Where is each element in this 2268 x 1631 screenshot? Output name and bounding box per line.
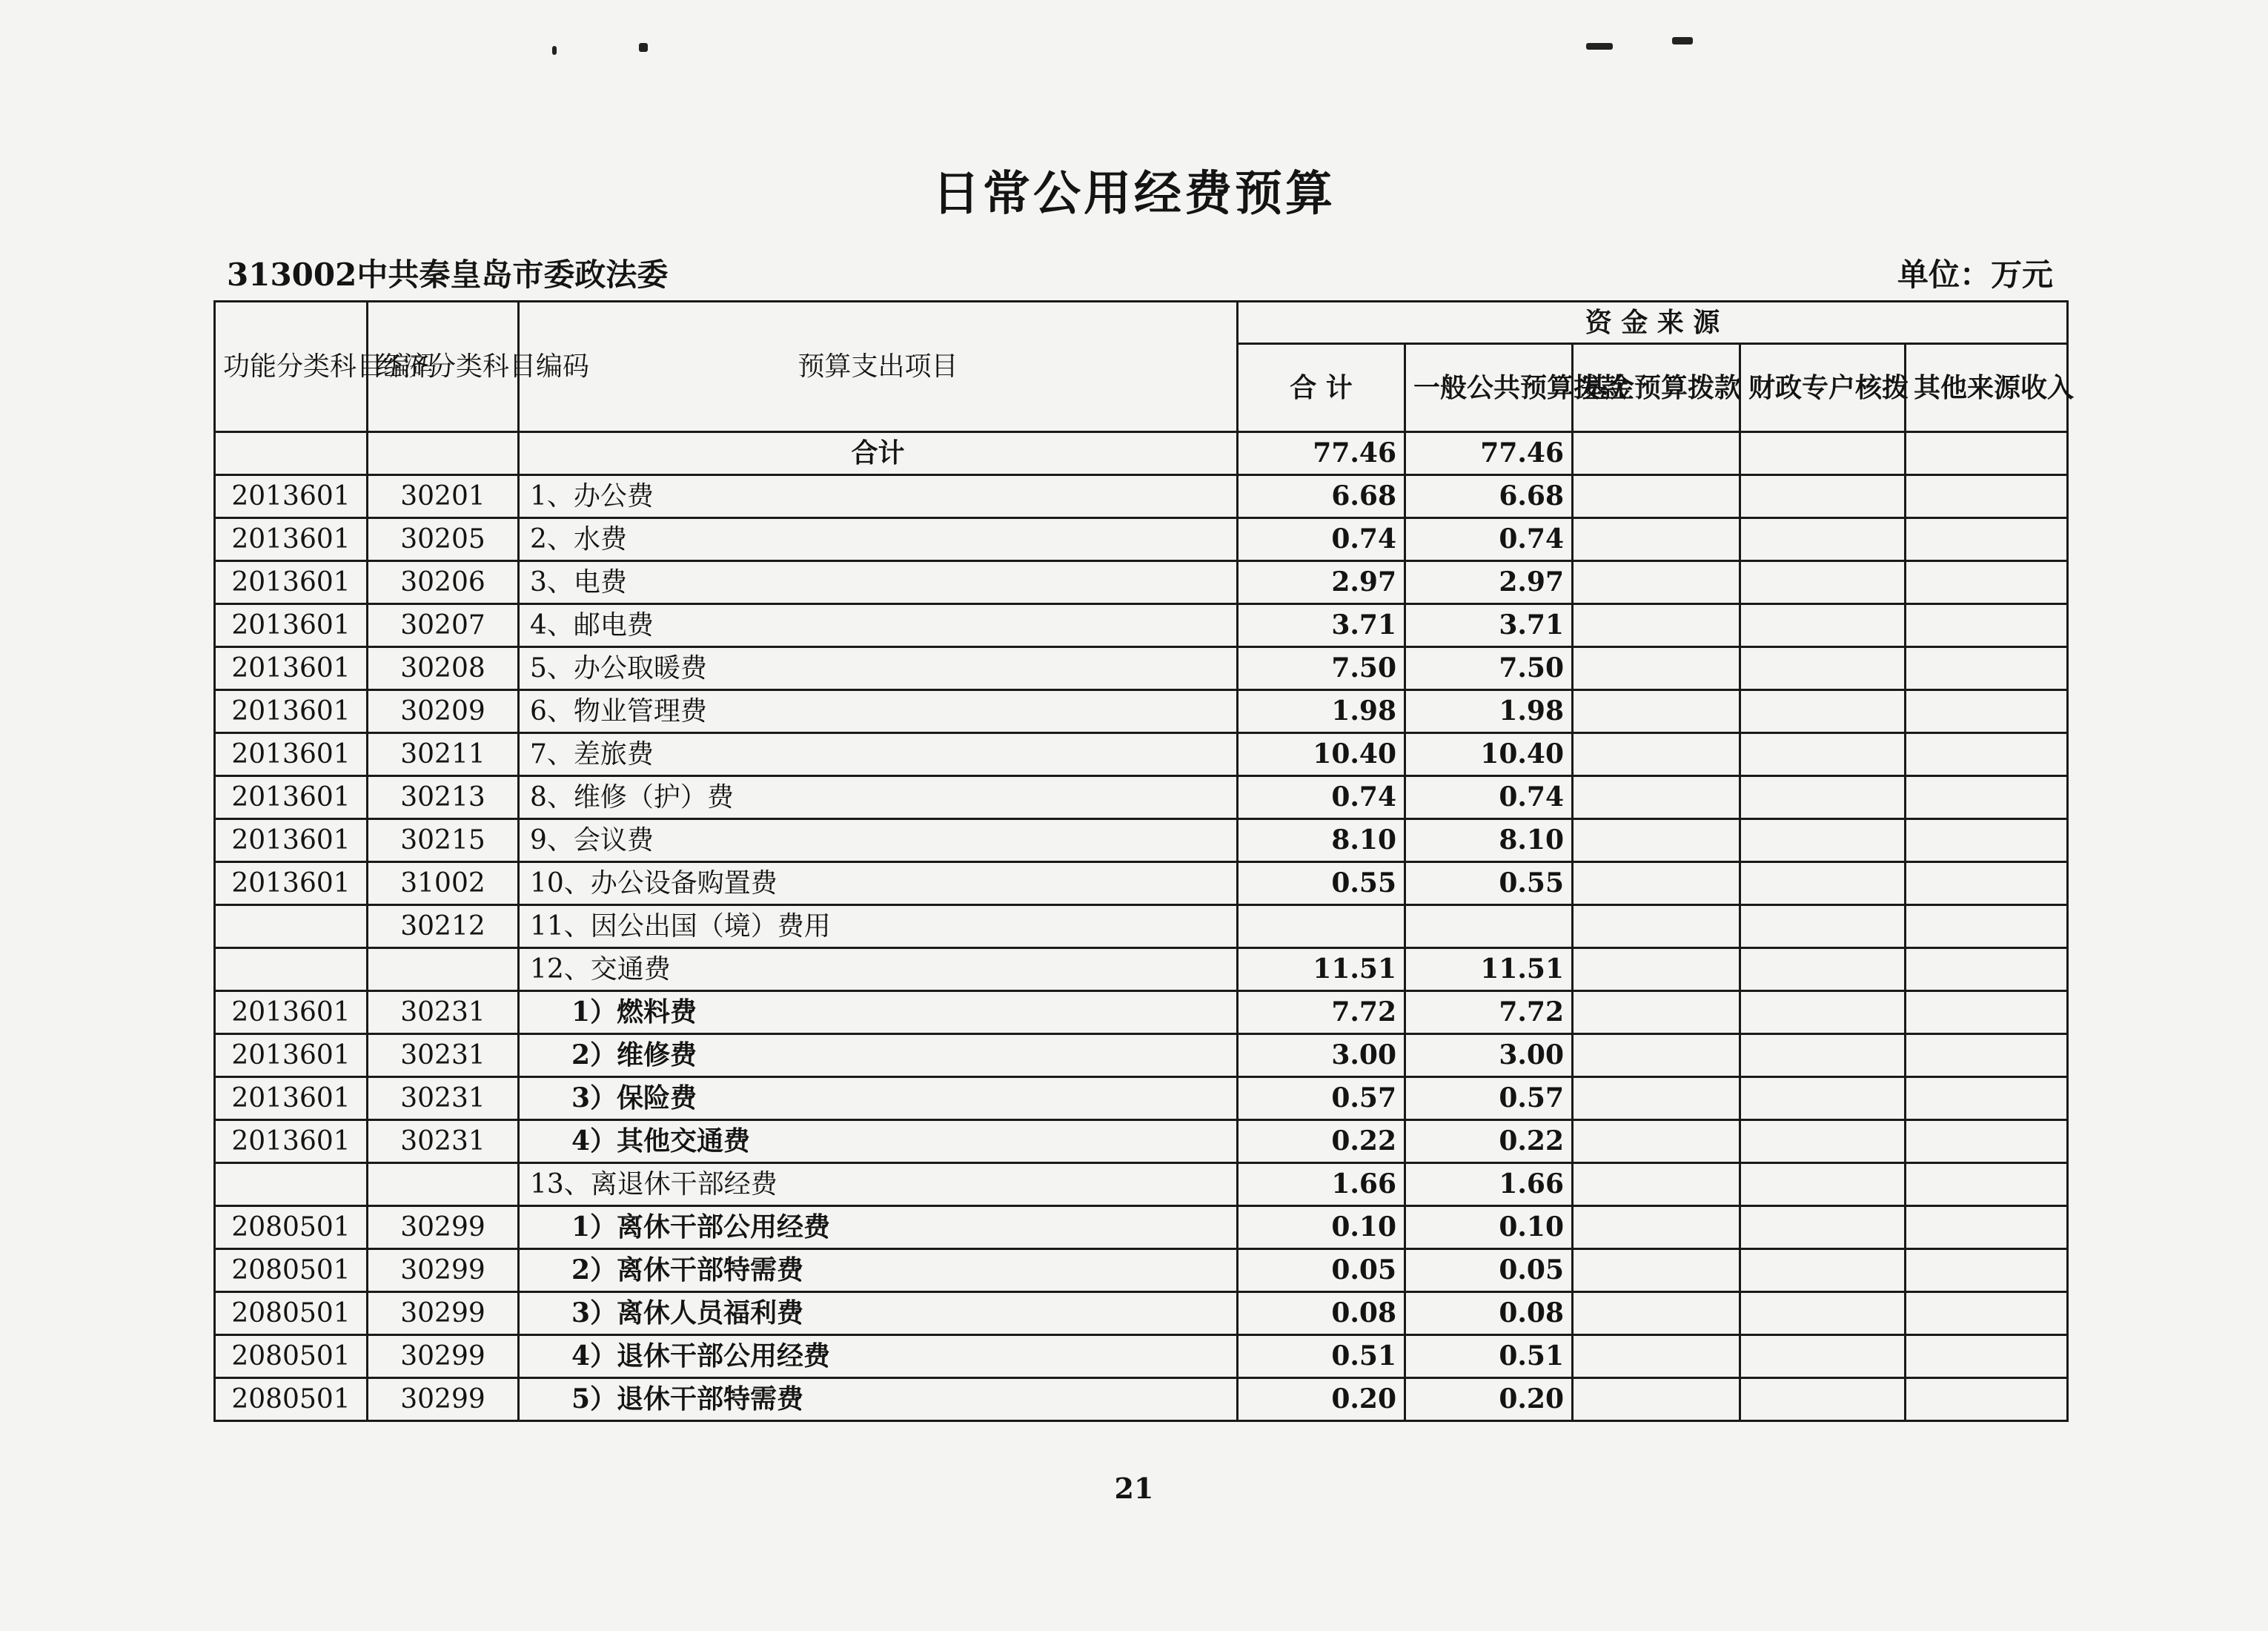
table-row [215,948,2068,991]
econ-code-cell: 30209 [368,690,519,733]
func-code-cell: 2080501 [215,1292,368,1335]
special-cell [1740,475,1906,518]
other-cell [1906,905,2068,948]
func-code-cell: 2013601 [215,991,368,1034]
fund-cell [1573,1034,1740,1077]
item-cell: 2、水费 [519,518,1238,561]
general-cell: 0.55 [1405,862,1573,905]
func-code-cell: 2080501 [215,1206,368,1249]
other-cell [1906,690,2068,733]
item-cell: 13、离退休干部经费 [519,1163,1238,1206]
total-cell: 0.74 [1238,776,1405,819]
table-row [215,647,2068,690]
special-cell [1740,1335,1906,1378]
general-cell: 0.22 [1405,1120,1573,1163]
item-cell: 2）维修费 [519,1034,1238,1077]
header-item: 预算支出项目 [519,302,1238,432]
other-cell [1906,518,2068,561]
total-cell: 10.40 [1238,733,1405,776]
econ-code-cell: 31002 [368,862,519,905]
table-row [215,862,2068,905]
header-econ-code: 经济分类科目编码 [368,302,519,432]
header-fund: 基金预算拨款 [1573,344,1740,432]
fund-cell [1573,1378,1740,1421]
item-cell: 4）其他交通费 [519,1120,1238,1163]
other-cell [1906,1249,2068,1292]
total-cell: 2.97 [1238,561,1405,604]
summary-label: 合计 [519,432,1238,475]
total-cell: 0.08 [1238,1292,1405,1335]
total-cell: 7.50 [1238,647,1405,690]
total-cell: 7.72 [1238,991,1405,1034]
func-code-cell: 2013601 [215,1077,368,1120]
func-code-cell [215,905,368,948]
item-cell: 6、物业管理费 [519,690,1238,733]
scan-speck [1672,37,1693,44]
func-code-cell: 2013601 [215,776,368,819]
total-cell: 0.22 [1238,1120,1405,1163]
general-cell: 3.71 [1405,604,1573,647]
document-title: 日常公用经费预算 [932,166,1336,222]
general-cell: 0.74 [1405,518,1573,561]
table-row [215,1378,2068,1421]
table-row [215,733,2068,776]
other-cell [1906,475,2068,518]
other-cell [1906,862,2068,905]
table-row [215,1206,2068,1249]
header-other: 其他来源收入 [1906,344,2068,432]
budget-table [213,300,2075,1422]
general-cell: 0.08 [1405,1292,1573,1335]
econ-code-cell [368,1163,519,1206]
econ-code-cell: 30231 [368,1034,519,1077]
func-code-cell: 2013601 [215,1120,368,1163]
scan-speck [552,46,557,55]
summary-total: 77.46 [1238,432,1405,475]
other-cell [1906,1206,2068,1249]
summary-general: 77.46 [1405,432,1573,475]
table-row [215,1249,2068,1292]
header-total: 合 计 [1238,344,1405,432]
func-code-cell: 2013601 [215,690,368,733]
other-cell [1906,819,2068,862]
func-code-cell: 2080501 [215,1378,368,1421]
fund-cell [1573,561,1740,604]
econ-code-cell: 30211 [368,733,519,776]
general-cell: 1.98 [1405,690,1573,733]
special-cell [1740,862,1906,905]
summary-special [1740,432,1906,475]
other-cell [1906,991,2068,1034]
total-cell: 0.20 [1238,1378,1405,1421]
item-cell: 3）离休人员福利费 [519,1292,1238,1335]
table-row [215,776,2068,819]
econ-code-cell: 30231 [368,1077,519,1120]
header-sources: 资 金 来 源 [1238,302,2068,344]
other-cell [1906,948,2068,991]
special-cell [1740,1120,1906,1163]
total-cell: 1.66 [1238,1163,1405,1206]
special-cell [1740,690,1906,733]
func-code-cell: 2013601 [215,604,368,647]
table-row [215,1335,2068,1378]
fund-cell [1573,647,1740,690]
total-cell: 3.71 [1238,604,1405,647]
general-cell: 7.50 [1405,647,1573,690]
table-row [215,1077,2068,1120]
table-row [215,1292,2068,1335]
total-cell: 8.10 [1238,819,1405,862]
general-cell: 0.05 [1405,1249,1573,1292]
header-special: 财政专户核拨 [1740,344,1906,432]
other-cell [1906,1163,2068,1206]
summary-econ [368,432,519,475]
table-row [215,690,2068,733]
table-row [215,1163,2068,1206]
econ-code-cell: 30299 [368,1292,519,1335]
total-cell: 0.74 [1238,518,1405,561]
general-cell: 0.74 [1405,776,1573,819]
other-cell [1906,1378,2068,1421]
item-cell: 7、差旅费 [519,733,1238,776]
fund-cell [1573,862,1740,905]
special-cell [1740,733,1906,776]
item-cell: 4、邮电费 [519,604,1238,647]
special-cell [1740,604,1906,647]
general-cell: 11.51 [1405,948,1573,991]
other-cell [1906,1292,2068,1335]
general-cell: 7.72 [1405,991,1573,1034]
general-cell: 6.68 [1405,475,1573,518]
general-cell: 0.10 [1405,1206,1573,1249]
fund-cell [1573,948,1740,991]
func-code-cell: 2013601 [215,733,368,776]
special-cell [1740,1206,1906,1249]
scan-speck [1586,43,1613,50]
econ-code-cell: 30212 [368,905,519,948]
table-row [215,819,2068,862]
func-code-cell: 2013601 [215,518,368,561]
summary-func [215,432,368,475]
func-code-cell: 2013601 [215,862,368,905]
fund-cell [1573,819,1740,862]
func-code-cell [215,948,368,991]
item-cell: 12、交通费 [519,948,1238,991]
func-code-cell: 2013601 [215,1034,368,1077]
special-cell [1740,991,1906,1034]
special-cell [1740,948,1906,991]
item-cell: 1）离休干部公用经费 [519,1206,1238,1249]
special-cell [1740,1292,1906,1335]
total-cell: 11.51 [1238,948,1405,991]
func-code-cell: 2013601 [215,819,368,862]
econ-code-cell: 30207 [368,604,519,647]
fund-cell [1573,1120,1740,1163]
other-cell [1906,1335,2068,1378]
other-cell [1906,733,2068,776]
func-code-cell: 2080501 [215,1249,368,1292]
special-cell [1740,647,1906,690]
special-cell [1740,1034,1906,1077]
fund-cell [1573,604,1740,647]
special-cell [1740,561,1906,604]
func-code-cell: 2013601 [215,561,368,604]
total-cell: 0.05 [1238,1249,1405,1292]
general-cell [1405,905,1573,948]
econ-code-cell: 30299 [368,1378,519,1421]
general-cell: 2.97 [1405,561,1573,604]
special-cell [1740,1249,1906,1292]
fund-cell [1573,905,1740,948]
item-cell: 3、电费 [519,561,1238,604]
table-row [215,1120,2068,1163]
special-cell [1740,1077,1906,1120]
func-code-cell [215,1163,368,1206]
special-cell [1740,776,1906,819]
fund-cell [1573,1206,1740,1249]
fund-cell [1573,475,1740,518]
fund-cell [1573,1249,1740,1292]
total-cell: 0.10 [1238,1206,1405,1249]
item-cell: 3）保险费 [519,1077,1238,1120]
econ-code-cell: 30208 [368,647,519,690]
func-code-cell: 2013601 [215,647,368,690]
econ-code-cell: 30215 [368,819,519,862]
other-cell [1906,604,2068,647]
table-row [215,604,2068,647]
total-cell: 6.68 [1238,475,1405,518]
table-row [215,991,2068,1034]
page-number: 21 [1114,1472,1154,1505]
fund-cell [1573,733,1740,776]
other-cell [1906,1034,2068,1077]
item-cell: 2）离休干部特需费 [519,1249,1238,1292]
item-cell: 10、办公设备购置费 [519,862,1238,905]
fund-cell [1573,1077,1740,1120]
item-cell: 9、会议费 [519,819,1238,862]
header-general: 一般公共预算拨款 [1405,344,1573,432]
item-cell: 8、维修（护）费 [519,776,1238,819]
summary-fund [1573,432,1740,475]
func-code-cell: 2080501 [215,1335,368,1378]
fund-cell [1573,518,1740,561]
special-cell [1740,1378,1906,1421]
fund-cell [1573,690,1740,733]
total-cell: 0.57 [1238,1077,1405,1120]
summary-row [215,432,2068,475]
econ-code-cell: 30213 [368,776,519,819]
item-cell: 5、办公取暖费 [519,647,1238,690]
item-cell: 1）燃料费 [519,991,1238,1034]
econ-code-cell: 30205 [368,518,519,561]
special-cell [1740,518,1906,561]
unit-label: 单位：万元 [1897,257,2053,293]
func-code-cell: 2013601 [215,475,368,518]
general-cell: 10.40 [1405,733,1573,776]
general-cell: 1.66 [1405,1163,1573,1206]
other-cell [1906,561,2068,604]
table-row [215,905,2068,948]
econ-code-cell: 30231 [368,991,519,1034]
fund-cell [1573,1335,1740,1378]
general-cell: 0.51 [1405,1335,1573,1378]
other-cell [1906,647,2068,690]
item-cell: 11、因公出国（境）费用 [519,905,1238,948]
other-cell [1906,1120,2068,1163]
general-cell: 8.10 [1405,819,1573,862]
total-cell: 0.51 [1238,1335,1405,1378]
fund-cell [1573,776,1740,819]
econ-code-cell [368,948,519,991]
econ-code-cell: 30299 [368,1335,519,1378]
total-cell: 0.55 [1238,862,1405,905]
total-cell: 3.00 [1238,1034,1405,1077]
other-cell [1906,776,2068,819]
item-cell: 1、办公费 [519,475,1238,518]
total-cell: 1.98 [1238,690,1405,733]
econ-code-cell: 30299 [368,1206,519,1249]
econ-code-cell: 30206 [368,561,519,604]
special-cell [1740,819,1906,862]
item-cell: 4）退休干部公用经费 [519,1335,1238,1378]
fund-cell [1573,1163,1740,1206]
summary-other [1906,432,2068,475]
general-cell: 0.20 [1405,1378,1573,1421]
general-cell: 3.00 [1405,1034,1573,1077]
special-cell [1740,1163,1906,1206]
econ-code-cell: 30231 [368,1120,519,1163]
table-row [215,561,2068,604]
special-cell [1740,905,1906,948]
table-row [215,518,2068,561]
organization-label: 313002中共秦皇岛市委政法委 [227,257,669,293]
header-func-code: 功能分类科目编码 [215,302,368,432]
table-row [215,1034,2068,1077]
total-cell [1238,905,1405,948]
item-cell: 5）退休干部特需费 [519,1378,1238,1421]
econ-code-cell: 30201 [368,475,519,518]
econ-code-cell: 30299 [368,1249,519,1292]
fund-cell [1573,991,1740,1034]
scan-speck [639,43,648,52]
other-cell [1906,1077,2068,1120]
table-row [215,475,2068,518]
general-cell: 0.57 [1405,1077,1573,1120]
fund-cell [1573,1292,1740,1335]
